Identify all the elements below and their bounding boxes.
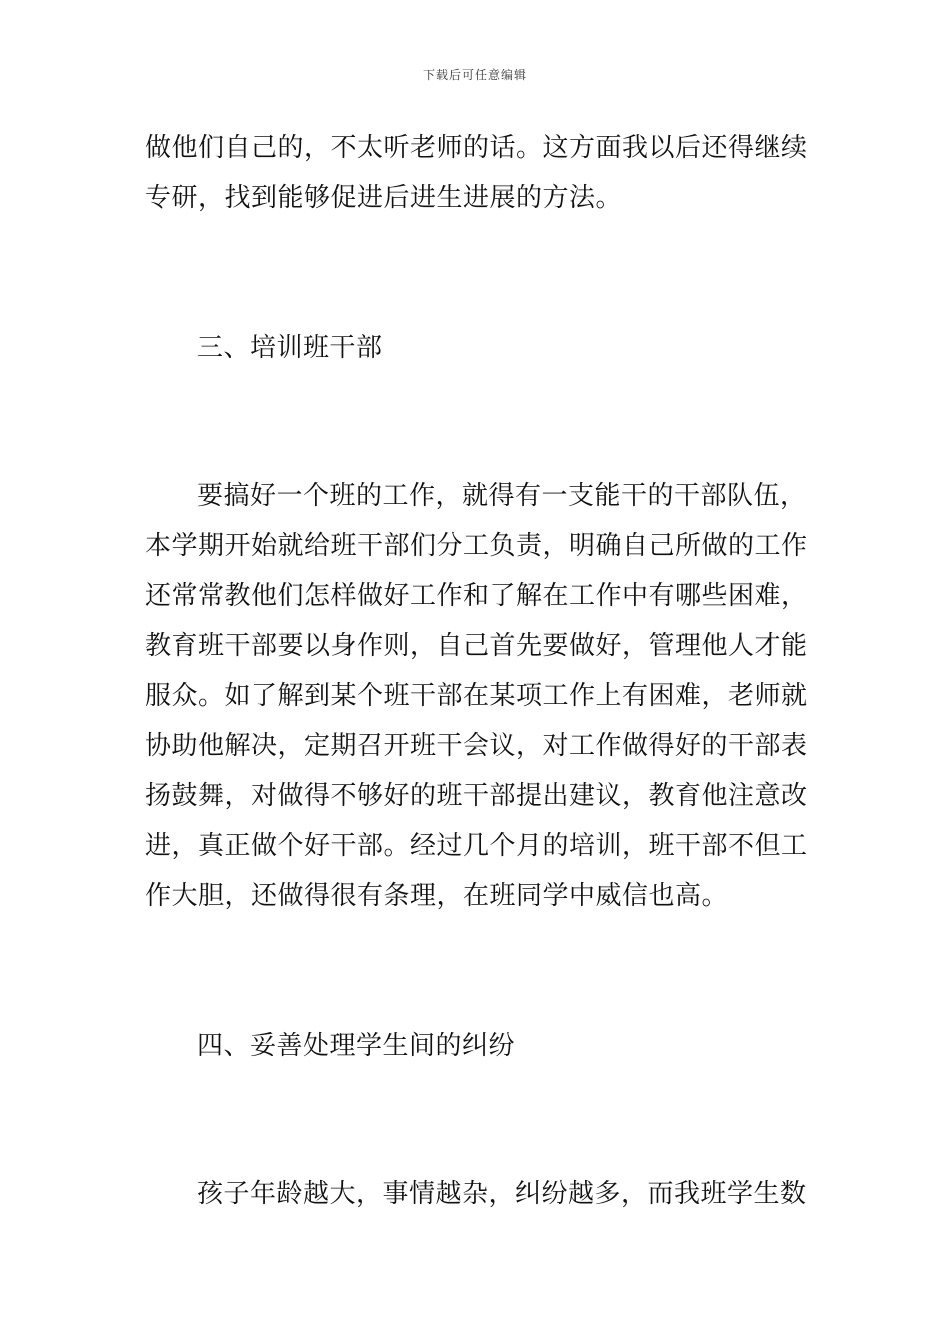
header-note: 下载后可任意编辑 xyxy=(422,68,527,82)
paragraph-line: 协助他解决，定期召开班干会议，对工作做得好的干部表 xyxy=(145,731,808,761)
section-heading-4: 四、妥善处理学生间的纠纷 xyxy=(197,1031,516,1061)
paragraph-line: 进，真正做个好干部。经过几个月的培训，班干部不但工 xyxy=(145,831,808,861)
paragraph-line: 作大胆，还做得很有条理，在班同学中威信也高。 xyxy=(145,881,729,911)
paragraph-line: 孩子年龄越大，事情越杂，纠纷越多，而我班学生数 xyxy=(197,1179,807,1209)
paragraph-line: 本学期开始就给班干部们分工负责，明确自己所做的工作 xyxy=(145,531,808,561)
paragraph-line: 要搞好一个班的工作，就得有一支能干的干部队伍， xyxy=(197,481,807,511)
paragraph-line: 教育班干部要以身作则，自己首先要做好，管理他人才能 xyxy=(145,631,808,661)
paragraph-line: 服众。如了解到某个班干部在某项工作上有困难，老师就 xyxy=(145,681,808,711)
paragraph-line: 做他们自己的，不太听老师的话。这方面我以后还得继续 xyxy=(145,133,808,163)
paragraph-line: 扬鼓舞，对做得不够好的班干部提出建议，教育他注意改 xyxy=(145,781,808,811)
paragraph-line: 专研，找到能够促进后进生进展的方法。 xyxy=(145,183,623,213)
paragraph-line: 还常常教他们怎样做好工作和了解在工作中有哪些困难， xyxy=(145,581,808,611)
section-heading-3: 三、培训班干部 xyxy=(197,333,383,363)
